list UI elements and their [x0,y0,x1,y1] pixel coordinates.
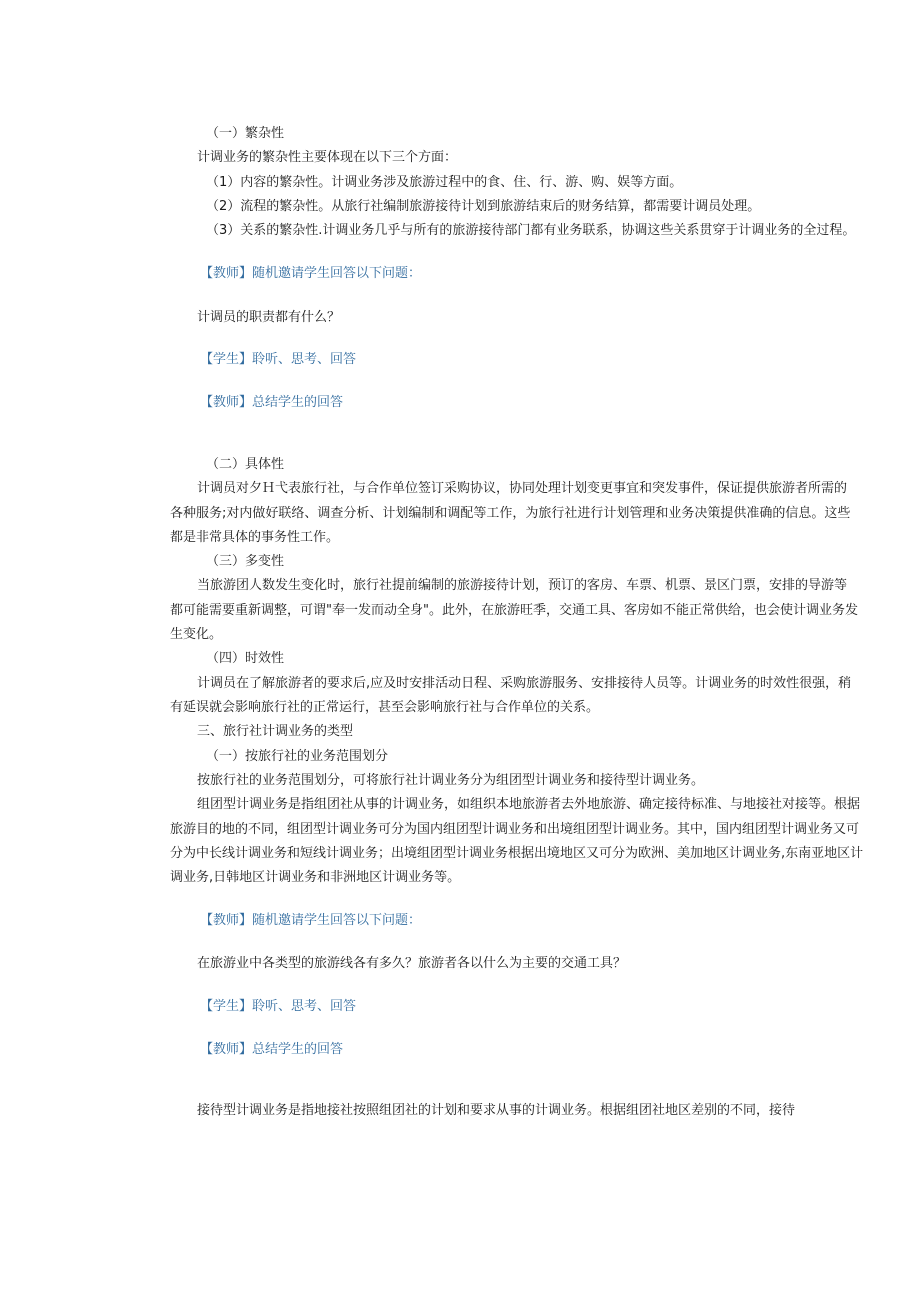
teacher-summary: 【教师】总结学生的回答 [200,395,344,410]
list-item-relations: （3）关系的繁杂性.计调业务几乎与所有的旅游接待部门都有业务联系，协调这些关系贯穿于计调业务的全过程。 [206,223,856,238]
paragraph-line: 分为中长线计调业务和短线计调业务；出境组团型计调业务根据出境地区又可分为欧洲、美加地区计调业务,东南亚地区计 [170,846,864,861]
discussion-question: 在旅游业中各类型的旅游线各有多久？旅游者各以什么为主要的交通工具？ [197,956,627,971]
paragraph-line: 生变化。 [170,627,223,642]
subsection-heading-scope: （一）按旅行社的业务范围划分 [206,749,389,764]
paragraph-line: 计调员在了解旅游者的要求后,应及时安排活动日程、采购旅游服务、安排接待人员等。计调业务的时效性很强，稍 [197,676,852,691]
teacher-summary: 【教师】总结学生的回答 [200,1042,344,1057]
paragraph-line: 有延误就会影响旅行社的正常运行，甚至会影响旅行社与合作单位的关系。 [170,700,600,715]
paragraph-line: 计调业务的繁杂性主要体现在以下三个方面： [197,150,458,165]
paragraph-line: 当旅游团人数发生变化时，旅行社提前编制的旅游接待计划，预订的客房、车票、机票、景区门票，安排的导游等 [197,578,848,593]
section-heading-types: 三、旅行社计调业务的类型 [197,724,354,739]
subsection-heading-complexity: （一）繁杂性 [206,126,285,141]
student-response: 【学生】聆听、思考、回答 [200,999,357,1014]
paragraph-line: 都是非常具体的事务性工作。 [170,530,340,545]
paragraph-line: 计调员对夕Ｈ弋表旅行社，与合作单位签订采购协议，协同处理计划变更事宜和突发事件，保证提供旅游者所需的 [197,481,848,496]
list-item-content: （1）内容的繁杂性。计调业务涉及旅游过程中的食、住、行、游、购、娱等方面。 [206,175,683,190]
paragraph-line: 都可能需要重新调整，可谓"奉一发而动全身"。此外，在旅游旺季，交通工具、客房如不能正常供给，也会使计调业务发 [170,603,858,618]
paragraph-line: 接待型计调业务是指地接社按照组团社的计划和要求从事的计调业务。根据组团社地区差别的不同，接待 [197,1103,796,1118]
discussion-question: 计调员的职责都有什么？ [197,310,341,325]
subsection-heading-timeliness: （四）时效性 [206,651,285,666]
student-response: 【学生】聆听、思考、回答 [200,352,357,367]
subsection-heading-variability: （三）多变性 [206,554,285,569]
list-item-process: （2）流程的繁杂性。从旅行社编制旅游接待计划到旅游结束后的财务结算，都需要计调员处理。 [206,199,761,214]
paragraph-line: 各种服务;对内做好联络、调查分析、计划编制和调配等工作，为旅行社进行计划管理和业务决策提供准确的信息。这些 [170,506,851,521]
paragraph-line: 旅游目的地的不同，组团型计调业务可分为国内组团型计调业务和出境组团型计调业务。其中，国内组团型计调业务又可 [170,822,860,837]
teacher-prompt: 【教师】随机邀请学生回答以下问题： [200,266,422,281]
subsection-heading-specificity: （二）具体性 [206,457,285,472]
paragraph-line: 组团型计调业务是指组团社从事的计调业务，如组织本地旅游者去外地旅游、确定接待标准、与地接社对接等。根据 [197,797,861,812]
teacher-prompt: 【教师】随机邀请学生回答以下问题： [200,913,422,928]
paragraph-line: 调业务,日韩地区计调业务和非洲地区计调业务等。 [170,870,461,885]
paragraph-line: 按旅行社的业务范围划分，可将旅行社计调业务分为组团型计调业务和接待型计调业务。 [197,773,705,788]
